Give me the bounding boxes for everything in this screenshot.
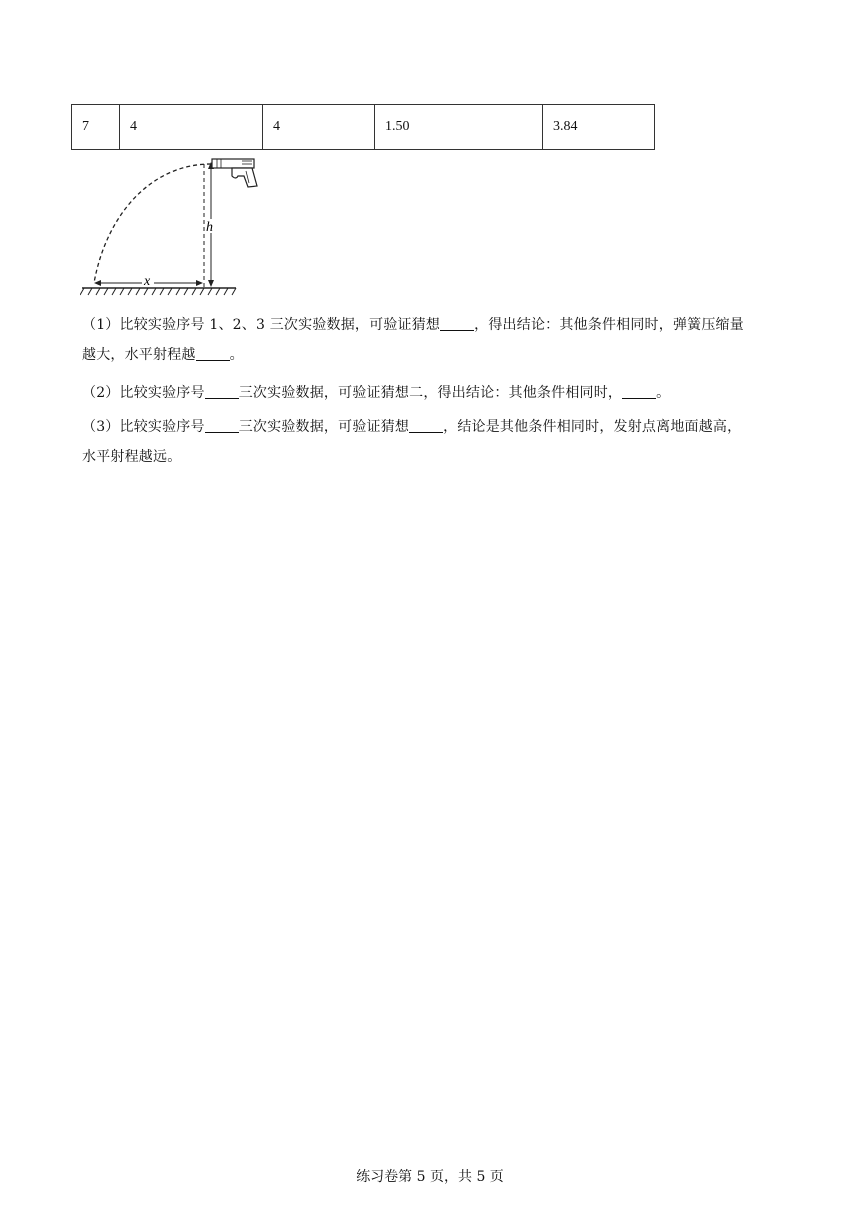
answer-blank[interactable]	[205, 418, 239, 433]
table-cell: 4	[120, 105, 263, 150]
question-1-text: （1）比较实验序号 1、2、3 三次实验数据，可验证猜想	[82, 317, 441, 333]
table-cell: 1.50	[375, 105, 543, 150]
answer-blank[interactable]	[440, 316, 474, 331]
height-arrow-head-down	[208, 280, 214, 287]
question-3-text: 水平射程越远。	[82, 449, 182, 465]
answer-blank[interactable]	[205, 384, 239, 399]
question-3-text: 三次实验数据，可验证猜想	[238, 419, 410, 435]
question-3-text: （3）比较实验序号	[82, 419, 205, 435]
table-cell: 3.84	[543, 105, 655, 150]
trajectory-curve	[94, 164, 211, 283]
distance-arrow-head-left	[94, 280, 101, 286]
question-2-text: 三次实验数据，可验证猜想二，得出结论：其他条件相同时，	[238, 385, 623, 401]
question-3-text: ，结论是其他条件相同时，发射点离地面越高，	[443, 419, 742, 435]
toy-gun-icon	[212, 159, 257, 187]
data-table	[71, 104, 655, 150]
question-1-text: 。	[229, 347, 244, 363]
x-label: x	[144, 274, 151, 289]
answer-blank[interactable]	[409, 418, 443, 433]
question-1-text: ，得出结论：其他条件相同时，弹簧压缩量	[474, 317, 744, 333]
question-2	[82, 378, 782, 408]
distance-arrow-head-right	[196, 280, 203, 286]
question-2-text: 。	[656, 385, 671, 401]
answer-blank[interactable]	[196, 346, 230, 361]
question-2-text: （2）比较实验序号	[82, 385, 205, 401]
question-3	[82, 412, 782, 472]
table-cell: 7	[72, 105, 120, 150]
table-row	[72, 105, 655, 150]
question-1	[82, 310, 782, 370]
answer-blank[interactable]	[622, 384, 656, 399]
question-1-text: 越大，水平射程越	[82, 347, 196, 363]
ground-hatching	[80, 288, 236, 295]
page-footer: 练习卷第 5 页，共 5 页	[356, 1169, 504, 1185]
h-label: h	[206, 220, 213, 235]
projectile-diagram	[80, 156, 260, 298]
table-cell: 4	[263, 105, 375, 150]
